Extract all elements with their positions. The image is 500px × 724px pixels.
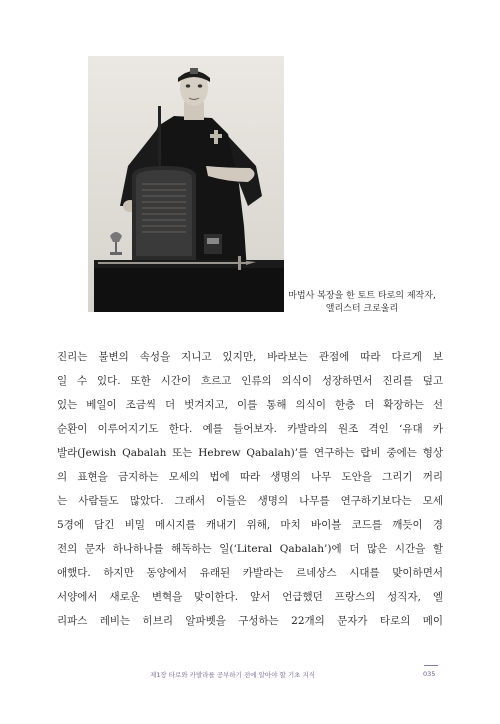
page-number: 035 — [423, 670, 436, 678]
footer-divider — [424, 665, 438, 666]
text-line: 진리는 불변의 속성을 지니고 있지만, 바라보는 관점에 따라 다르게 보 — [57, 351, 443, 363]
text-line: 전의 문자 하나하나를 해독하는 일(‘Literal Qabalah’)에 더 많은 시간을 할 — [57, 543, 443, 555]
figure-caption — [282, 290, 442, 316]
photo-illustration — [88, 56, 284, 312]
text-line: 있는 베일이 조금씩 더 벗겨지고, 이를 통해 의식이 한층 더 확장하는 선 — [57, 399, 443, 411]
text-line: 5경에 담긴 비밀 메시지를 캐내기 위해, 마치 바이블 코드를 깨듯이 경 — [57, 519, 443, 531]
running-footer-chapter: 제1장 타로와 카발라를 공부하기 전에 알아야 할 기초 지식 — [150, 671, 316, 679]
body-paragraph — [57, 345, 443, 633]
text-line: 의 표현을 금지하는 모세의 법에 따라 생명의 나무 도안을 그리기 꺼리 — [57, 471, 443, 483]
text-line: 애했다. 하지만 동양에서 유래된 카발라는 르네상스 시대를 맞이하면서 — [57, 567, 443, 579]
text-line: 는 사람들도 많았다. 그래서 이들은 생명의 나무를 연구하기보다는 모세 — [57, 495, 443, 507]
text-line: 일 수 있다. 또한 시간이 흐르고 인류의 의식이 성장하면서 진리를 덮고 — [57, 375, 443, 387]
text-line: 서양에서 새로운 변혁을 맞이한다. 앞서 언급했던 프랑스의 성직자, 엘 — [57, 591, 443, 603]
crowley-photograph — [88, 56, 284, 312]
caption-line-1: 마법사 복장을 한 토트 타로의 제작자, — [288, 291, 436, 301]
text-line: 순환이 이루어지기도 한다. 예를 들어보자. 카발라의 원조 격인 ‘유대 카 — [57, 423, 443, 435]
text-line: 발라(Jewish Qabalah 또는 Hebrew Qabalah)’를 연구하는 랍비 중에는 형상 — [57, 447, 443, 459]
caption-line-2: 앨리스터 크로울리 — [325, 304, 399, 314]
text-line: 리파스 레비는 히브리 알파벳을 구성하는 22개의 문자가 타로의 메이 — [57, 615, 443, 627]
